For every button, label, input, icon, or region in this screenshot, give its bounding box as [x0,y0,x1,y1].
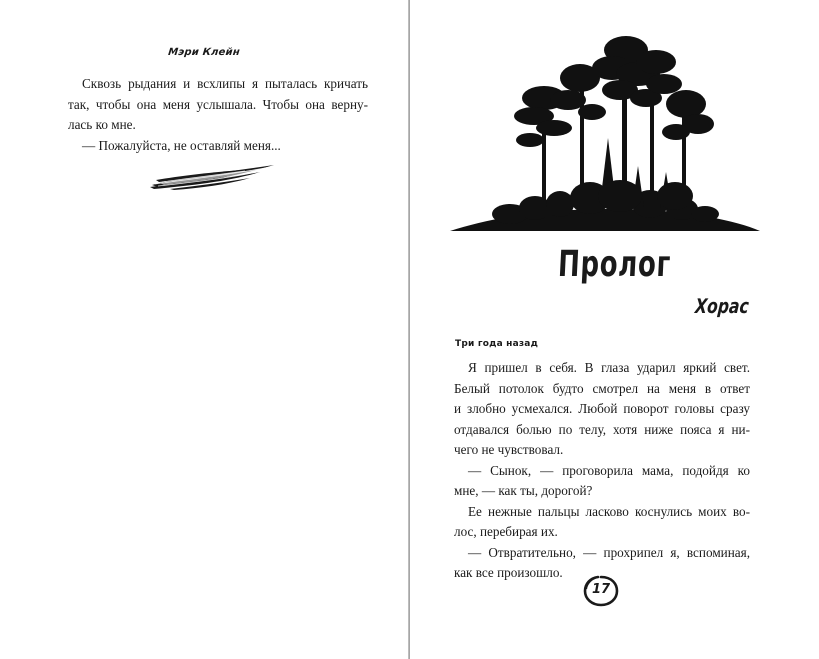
text-line: как все произошло. [454,565,563,580]
page-number: 17 [591,582,611,597]
chapter-subtitle: Хорас [694,294,750,318]
text-line: Ее нежные пальцы ласково коснулись моих во- [468,503,750,519]
forest-silhouette-icon [450,28,760,234]
text-line: отдавался болью по телу, хотя ниже пояса я ни- [454,421,750,437]
text-line: так, чтобы она меня услышала. Чтобы она верну- [68,96,368,112]
right-page-text [454,358,750,584]
text-line: Сквозь рыдания и всхлипы я пыталась кричать [82,76,368,91]
text-line: — Отвратительно, — прохрипел я, вспоминая, [468,544,750,560]
brushstroke-ornament-icon [150,163,276,191]
chapter-title: Пролог [557,244,672,285]
text-line: и злобно усмехался. Любой поворот головы сразу [454,401,750,416]
page-number-badge [582,574,620,608]
right-page [410,0,819,659]
text-line: чего не чувствовал. [454,442,564,457]
text-line: лос, перебирая их. [454,524,558,539]
text-line: — Пожалуйста, не оставляй меня... [82,137,281,153]
running-head-author: Мэри Клейн [167,47,241,58]
left-page-text [68,74,368,156]
scene-heading: Три года назад [455,339,539,349]
text-line: Белый потолок будто смотрел на меня в ответ [454,380,750,396]
text-line: мне, — как ты, дорогой? [454,483,593,498]
text-line: лась ко мне. [68,117,136,132]
text-line: — Сынок, — проговорила мама, подойдя ко [468,462,750,478]
text-line: Я пришел в себя. В глаза ударил яркий свет. [468,360,750,375]
left-page [0,0,408,659]
